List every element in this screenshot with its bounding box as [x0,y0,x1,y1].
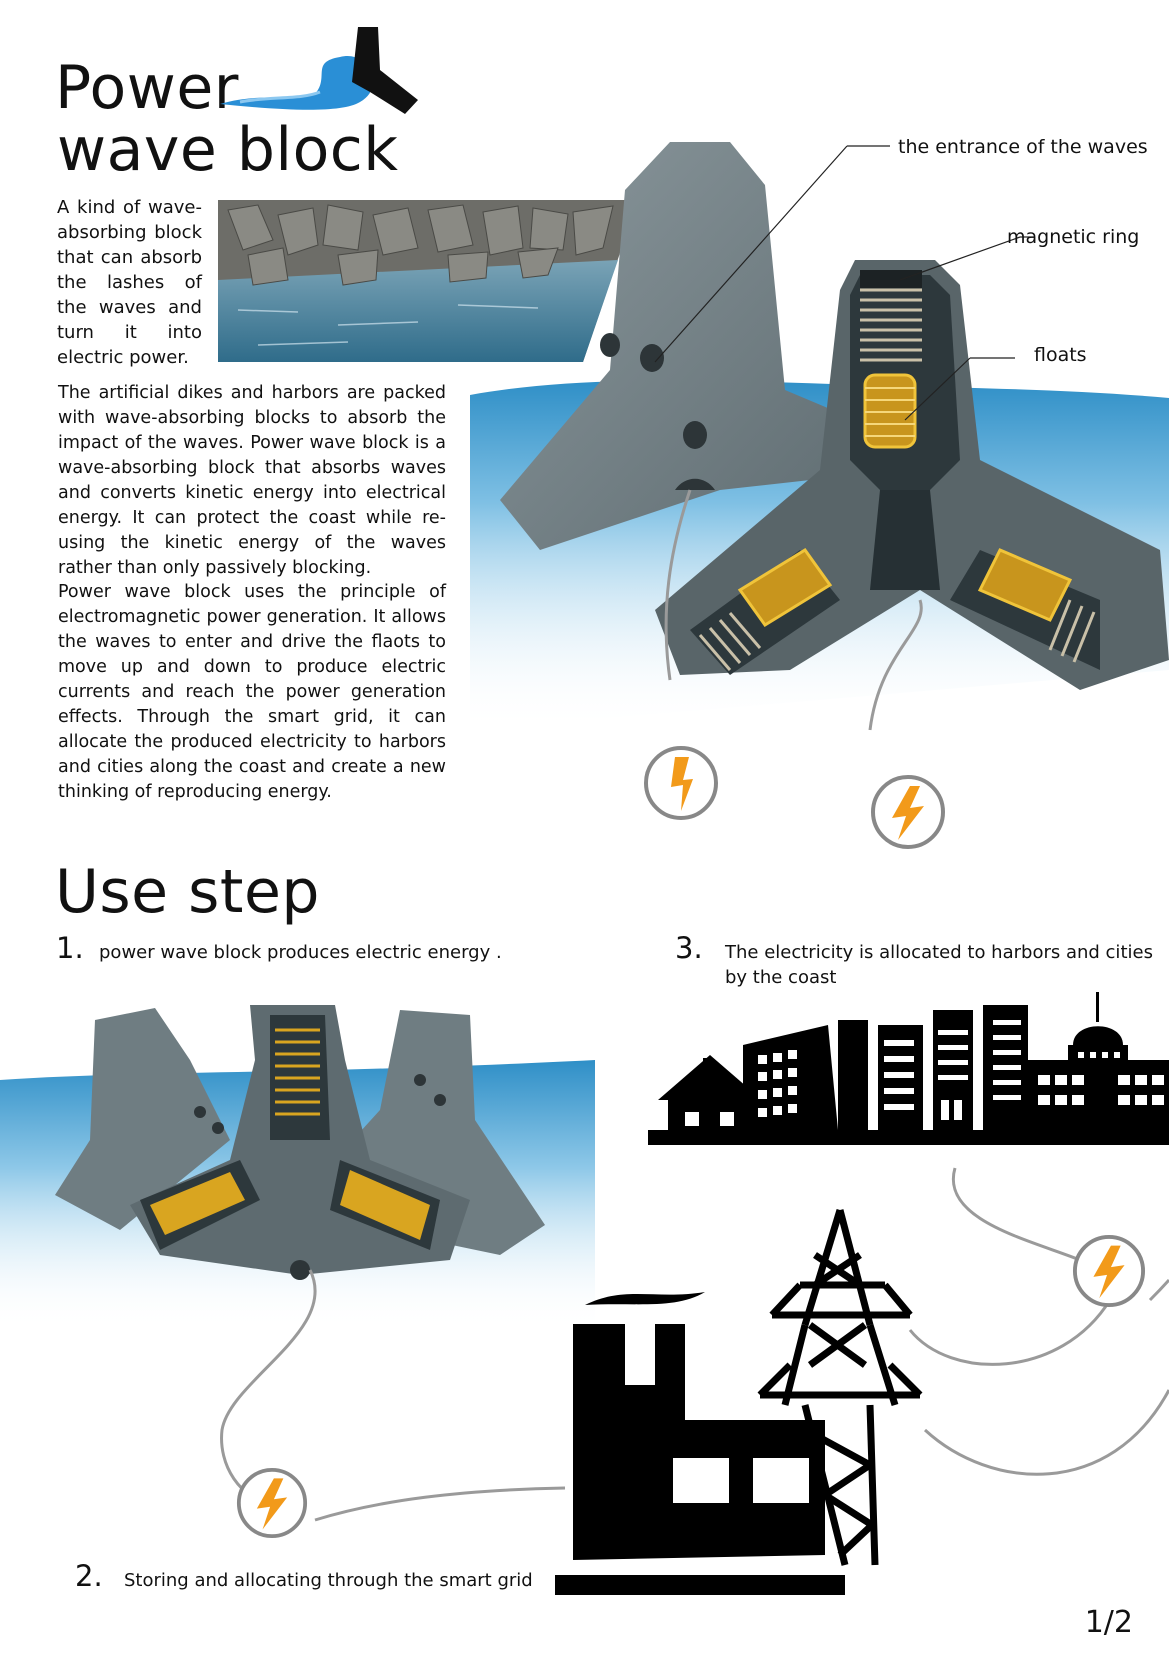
step-1-number: 1. [56,931,84,965]
title-line-1: Power [55,53,239,123]
description-paragraph-2: Power wave block uses the principle of electromagnetic power generation. It allows the waves to enter and drive the flaots to move up and down to produce electric currents and reach the power generation effects. Through the smart grid, it can allocate the produced electricity to harbors and cities along the coast and create a new thinking of reproducing energy. [58,582,446,802]
step-2-number: 2. [75,1559,103,1593]
callout-floats: floats [1034,344,1087,366]
page-number: 1/2 [1084,1605,1133,1640]
step-1-text: power wave block produces electric energy . [99,942,502,963]
city-skyline-icon [648,990,1169,1145]
intro-text: A kind of wave-absorbing block that can absorb the lashes of the waves and turn it into electric power. [57,197,202,368]
description-paragraph-1: The artificial dikes and harbors are packed with wave-absorbing blocks to absorb the impact of the waves. Power wave block is a wave-absorbing block that absorbs waves and converts kinetic energy into electrical energy. It can protect the coast while re-using the kinetic energy of the waves rather than only passively blocking. [58,383,446,578]
power-tower-icon [760,1205,930,1575]
step-3-number: 3. [675,931,703,965]
use-step-heading: Use step [55,857,320,927]
title-line-2: wave block [57,115,399,185]
lightning-icon [1072,1234,1146,1308]
step-2-text: Storing and allocating through the smart grid [124,1570,533,1591]
lightning-icon [236,1467,308,1539]
callout-magnetic-ring: magnetic ring [1007,226,1140,248]
step-3-text: The electricity is allocated to harbors and cities by the coast [725,942,1153,988]
callout-entrance: the entrance of the waves [898,136,1148,158]
